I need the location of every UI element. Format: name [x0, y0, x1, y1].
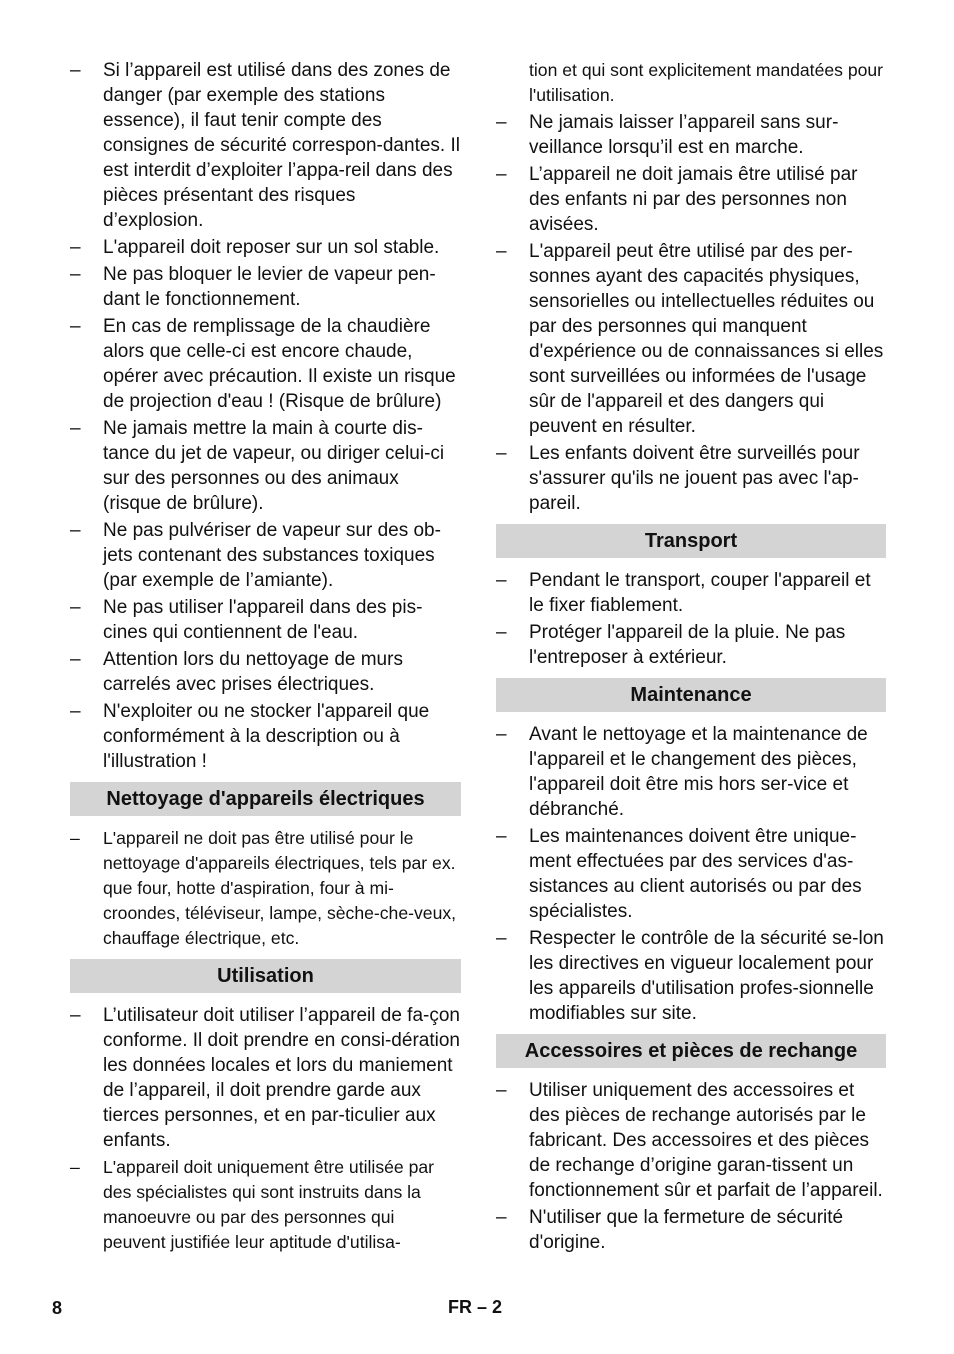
list-item — [496, 620, 886, 670]
section-heading-utilisation: Utilisation — [70, 959, 461, 993]
list-item — [496, 1205, 886, 1255]
list-item — [496, 926, 886, 1026]
list-item-text: Si l’appareil est utilisé dans des zones de danger (par exemple des stations essence), il faut tenir compte des consignes de sécurité correspon-dantes. Il est interdit d’exploiter l’appa-reil dans des pièces présentant des risques d’explosion. — [103, 60, 460, 231]
list-item-text: En cas de remplissage de la chaudière alors que celle-ci est encore chaude, opérer avec précaution. Il existe un risque de projection d'eau ! (Risque de brûlure) — [103, 316, 456, 412]
list-item-text: Pendant le transport, couper l'appareil et le fixer fiablement. — [529, 570, 871, 616]
list-item-text: L'appareil ne doit pas être utilisé pour le nettoyage d'appareils électriques, tels par ex. que four, hotte d'aspiration, four à mi-croondes, téléviseur, lampe, sèche-che-veux, chauffage électrique, etc. — [103, 828, 457, 948]
list-item-text: Ne pas utiliser l'appareil dans des pis-cines qui contiennent de l'eau. — [103, 597, 423, 643]
continuation-list — [496, 58, 886, 108]
list-item — [70, 235, 461, 260]
bullet-dash: – — [496, 1080, 507, 1101]
list-item-text: L’appareil ne doit jamais être utilisé par des enfants ni par des personnes non avisées. — [529, 164, 858, 235]
list-item-text: L’utilisateur doit utiliser l’appareil de fa-çon conforme. Il doit prendre en consi-dération les données locales et lors du maniement de l’appareil, il doit prendre garde aux tierces personnes, et en par-ticulier aux enfants. — [103, 1005, 460, 1151]
list-item-text: N'utiliser que la fermeture de sécurité d'origine. — [529, 1207, 844, 1253]
maintenance-list — [496, 722, 886, 1026]
bullet-dash: – — [496, 241, 507, 262]
list-item-text: Ne pas bloquer le levier de vapeur pen-dant le fonctionnement. — [103, 264, 436, 310]
bullet-dash: – — [496, 112, 507, 133]
bullet-dash: – — [70, 60, 81, 81]
usage-list — [496, 110, 886, 516]
list-item-text: Respecter le contrôle de la sécurité se-lon les directives en vigueur localement pour les appareils d'utilisation profes-sionnelle modifiables sur site. — [529, 928, 884, 1024]
list-item — [496, 162, 886, 237]
accessories-list — [496, 1078, 886, 1255]
right-column — [496, 58, 886, 1257]
bullet-dash: – — [496, 622, 507, 643]
language-page-label: FR – 2 — [448, 1297, 503, 1317]
utilisation-list — [70, 1003, 461, 1255]
bullet-dash: – — [496, 164, 507, 185]
list-item-text: Ne jamais mettre la main à courte dis-tance du jet de vapeur, ou diriger celui-ci sur des personnes ou des animaux (risque de brûlure). — [103, 418, 445, 514]
bullet-dash: – — [496, 1207, 507, 1228]
list-item-text: Les enfants doivent être surveillés pour s'assurer qu'ils ne jouent pas avec l'ap-pareil. — [529, 443, 860, 514]
list-item — [70, 699, 461, 774]
section-heading-maintenance: Maintenance — [496, 678, 886, 712]
list-item — [496, 239, 886, 439]
bullet-dash: – — [496, 724, 507, 745]
bullet-dash: – — [496, 928, 507, 949]
bullet-dash: – — [70, 316, 81, 337]
list-item — [496, 1078, 886, 1203]
list-item-text: Utiliser uniquement des accessoires et des pièces de rechange autorisés par le fabricant. Des accessoires et des pièces de rechange d’origine garan-tissent un fonctionnement sûr et parfait de l’appareil. — [529, 1080, 883, 1201]
list-item — [70, 1155, 461, 1255]
list-item-text: L'appareil peut être utilisé par des per-sonnes ayant des capacités physiques, sensorielles ou intellectuelles réduites ou par des personnes qui manquent d'expérience ou de connaissances si elles sont surveillées ou informées de l'usage sûr de l'appareil et des dangers qui peuvent en résulter. — [529, 241, 884, 437]
left-column — [70, 58, 461, 1257]
transport-list — [496, 568, 886, 670]
list-item-text: L'appareil doit reposer sur un sol stable. — [103, 237, 440, 258]
bullet-dash: – — [70, 701, 81, 722]
bullet-dash: – — [70, 649, 81, 670]
list-item — [496, 722, 886, 822]
list-item-text: Ne pas pulvériser de vapeur sur des ob-jets contenant des substances toxiques (par exemple de l’amiante). — [103, 520, 441, 591]
list-item — [496, 110, 886, 160]
bullet-dash: – — [70, 264, 81, 285]
continuation-text: tion et qui sont explicitement mandatées pour l'utilisation. — [529, 60, 884, 105]
bullet-dash: – — [496, 826, 507, 847]
list-item — [70, 262, 461, 312]
electrical-list — [70, 826, 461, 951]
list-item — [70, 595, 461, 645]
list-item-text: L'appareil doit uniquement être utilisée par des spécialistes qui sont instruits dans la manoeuvre ou par des personnes qui peuvent justifiée leur aptitude d'utilisa- — [103, 1157, 435, 1252]
list-item — [496, 824, 886, 924]
list-item — [496, 568, 886, 618]
list-item — [70, 1003, 461, 1153]
list-item — [70, 518, 461, 593]
list-item — [70, 826, 461, 951]
list-item — [70, 647, 461, 697]
bullet-dash: – — [496, 443, 507, 464]
list-item — [496, 441, 886, 516]
list-item — [496, 58, 886, 108]
bullet-dash: – — [496, 570, 507, 591]
page-number: 8 — [52, 1298, 63, 1318]
section-heading-transport: Transport — [496, 524, 886, 558]
list-item — [70, 58, 461, 233]
list-item-text: Avant le nettoyage et la maintenance de l'appareil et le changement des pièces, l'appareil doit être mis hors ser-vice et débranché. — [529, 724, 868, 820]
bullet-dash: – — [70, 597, 81, 618]
bullet-dash: – — [70, 1157, 80, 1177]
list-item-text: N'exploiter ou ne stocker l'appareil que conformément à la description ou à l'illustration ! — [103, 701, 430, 772]
list-item — [70, 314, 461, 414]
section-heading-electrical: Nettoyage d'appareils électriques — [70, 782, 461, 816]
bullet-dash: – — [70, 418, 81, 439]
bullet-dash: – — [70, 828, 80, 848]
bullet-dash: – — [70, 1005, 81, 1026]
bullet-dash: – — [70, 237, 81, 258]
list-item-text: Ne jamais laisser l’appareil sans sur-veillance lorsqu’il est en marche. — [529, 112, 839, 158]
list-item — [70, 416, 461, 516]
bullet-dash: – — [70, 520, 81, 541]
list-item-text: Les maintenances doivent être unique-ment effectuées par des services d'as-sistances au client autorisés ou par des spécialistes. — [529, 826, 862, 922]
list-item-text: Attention lors du nettoyage de murs carrelés avec prises électriques. — [103, 649, 403, 695]
section-heading-accessories: Accessoires et pièces de rechange — [496, 1034, 886, 1068]
safety-list — [70, 58, 461, 774]
list-item-text: Protéger l'appareil de la pluie. Ne pas l'entreposer à extérieur. — [529, 622, 846, 668]
